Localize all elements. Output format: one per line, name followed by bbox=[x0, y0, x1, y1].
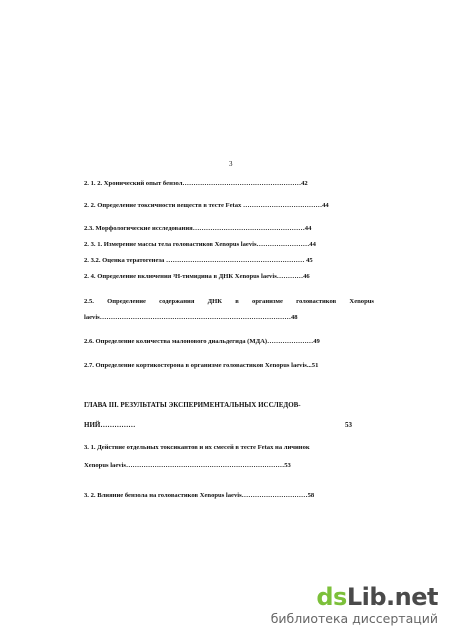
page-number: 3 bbox=[229, 160, 233, 168]
toc-entry: 2.7. Определение кортикостерона в организме головастиков Xenopus laevis...51 bbox=[84, 362, 319, 369]
toc-entry: 2. 3. 1. Измерение массы тела головастиков Xenopus laevis……………………44 bbox=[84, 241, 316, 248]
toc-entry: 3. 2. Влияние бензола на головастиков Xenopus laevis…………………………58 bbox=[84, 492, 315, 499]
chapter-heading: ГЛАВА III. РЕЗУЛЬТАТЫ ЭКСПЕРИМЕНТАЛЬНЫХ ИССЛЕДОВ- bbox=[84, 401, 301, 409]
toc-entry: 2.6. Определение количества малонового диальдегида (МДА)…………………49 bbox=[84, 338, 320, 345]
chapter-page-number: 53 bbox=[345, 421, 352, 429]
dslib-logo: dsLib.net bbox=[316, 583, 438, 611]
watermark bbox=[271, 585, 438, 626]
toc-entry: 2. 3.2. Оценка тератогенеза ……………………………………………………… 45 bbox=[84, 257, 313, 264]
toc-entry: 2. 2. Определение токсичности веществ в тесте Fetax ………………………………44 bbox=[84, 202, 329, 209]
toc-entry: 3. 1. Действие отдельных токсикантов и их смесей в тесте Fetax на личинок bbox=[84, 444, 310, 451]
toc-entry: 2. 1. 2. Хронический опыт бензол………………………………………………42 bbox=[84, 180, 308, 187]
toc-entry: laevis……………………………………………………………………………48 bbox=[84, 314, 298, 321]
watermark-subtitle: библиотека диссертаций bbox=[270, 611, 438, 626]
toc-entry: 2.5. Определение содержания ДНК в организме головастиков Xenopus bbox=[84, 298, 374, 305]
toc-entry: 2. 4. Определение включения ³H-тимидина в ДНК Xenopus laevis…………46 bbox=[84, 273, 310, 280]
toc-entry: Xenopus laevis………………………………………………………………53 bbox=[84, 462, 291, 469]
chapter-heading-cont: НИЙ…………… bbox=[84, 421, 136, 429]
toc-entry: 2.3. Морфологические исследования……………………………………………44 bbox=[84, 225, 312, 232]
